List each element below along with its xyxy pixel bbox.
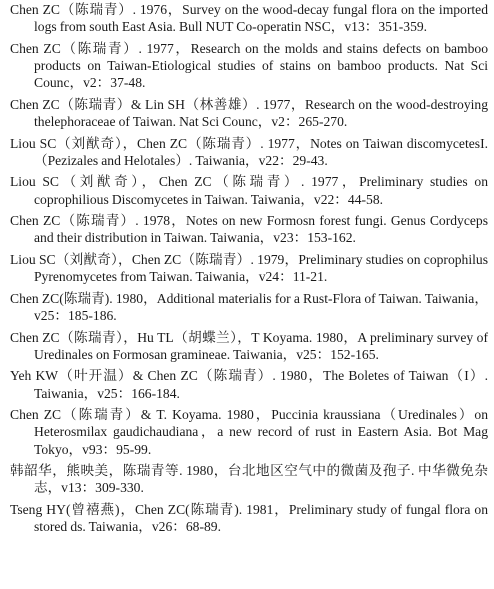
reference-entry: Yeh KW（叶开温）& Chen ZC（陈瑞青）. 1980，The Boletes of Taiwan（I）. Taiwania，v25：166-184.	[10, 368, 488, 401]
reference-entry: Chen ZC（陈瑞青），Hu TL（胡蝶兰），T Koyama. 1980，A preliminary survey of Uredinales on Formosan gramineae. Taiwania，v25：152-165.	[10, 329, 488, 362]
reference-entry: Liou SC（刘猷奇），Chen ZC（陈瑞青）. 1977，Notes on Taiwan discomycetesI.（Pezizales and Helotales）. Taiwania，v22：29-43.	[10, 135, 488, 168]
reference-entry: Chen ZC（陈瑞青）& Lin SH（林善雄）. 1977，Research on the wood-destroying thelephoraceae of Taiwan. Nat Sci Counc，v2：265-270.	[10, 96, 488, 129]
reference-entry: Chen ZC(陈瑞青). 1980，Additional materialis for a Rust-Flora of Taiwan. Taiwania，v25：185-186.	[10, 290, 488, 323]
reference-entry: Chen ZC（陈瑞青）& T. Koyama. 1980，Puccinia kraussiana（Uredinales）on Heterosmilax gaudichaudiana，a new record of rust in Eastern Asia. Bot Mag Tokyo，v93：95-99.	[10, 407, 488, 457]
reference-entry: Liou SC（刘猷奇），Chen ZC（陈瑞青）. 1979，Preliminary studies on coprophilus Pyrenomycetes from Taiwan. Taiwania，v24：11-21.	[10, 251, 488, 285]
reference-entry: Chen ZC（陈瑞青）. 1977，Research on the molds and stains defects on bamboo products on Taiwan-Etiological studies of stains on bamboo products. Nat Sci Counc，v2：37-48.	[10, 40, 488, 91]
reference-entry: 韩韶华，熊映美，陈瑞青等. 1980，台北地区空气中的微菌及孢子. 中华微免杂志，v13：309-330.	[10, 463, 488, 496]
reference-entry: Tseng HY(曾禧燕)，Chen ZC(陈瑞青). 1981，Preliminary study of fungal flora on stored ds. Taiwania，v26：68-89.	[10, 501, 488, 535]
reference-entry: Chen ZC（陈瑞青）. 1978，Notes on new Formosn forest fungi. Genus Cordyceps and their distribution in Taiwan. Taiwania，v23：153-162.	[10, 213, 488, 246]
reference-entry: Liou SC（刘猷奇），Chen ZC（陈瑞青）. 1977，Preliminary studies on coprophilious Discomycetes in Taiwan. Taiwania，v22：44-58.	[10, 174, 488, 207]
reference-entry: Chen ZC（陈瑞青）. 1976，Survey on the wood-decay fungal flora on the imported logs from south East Asia. Bull NUT Co-operatin NSC，v13：351-359.	[10, 2, 488, 35]
